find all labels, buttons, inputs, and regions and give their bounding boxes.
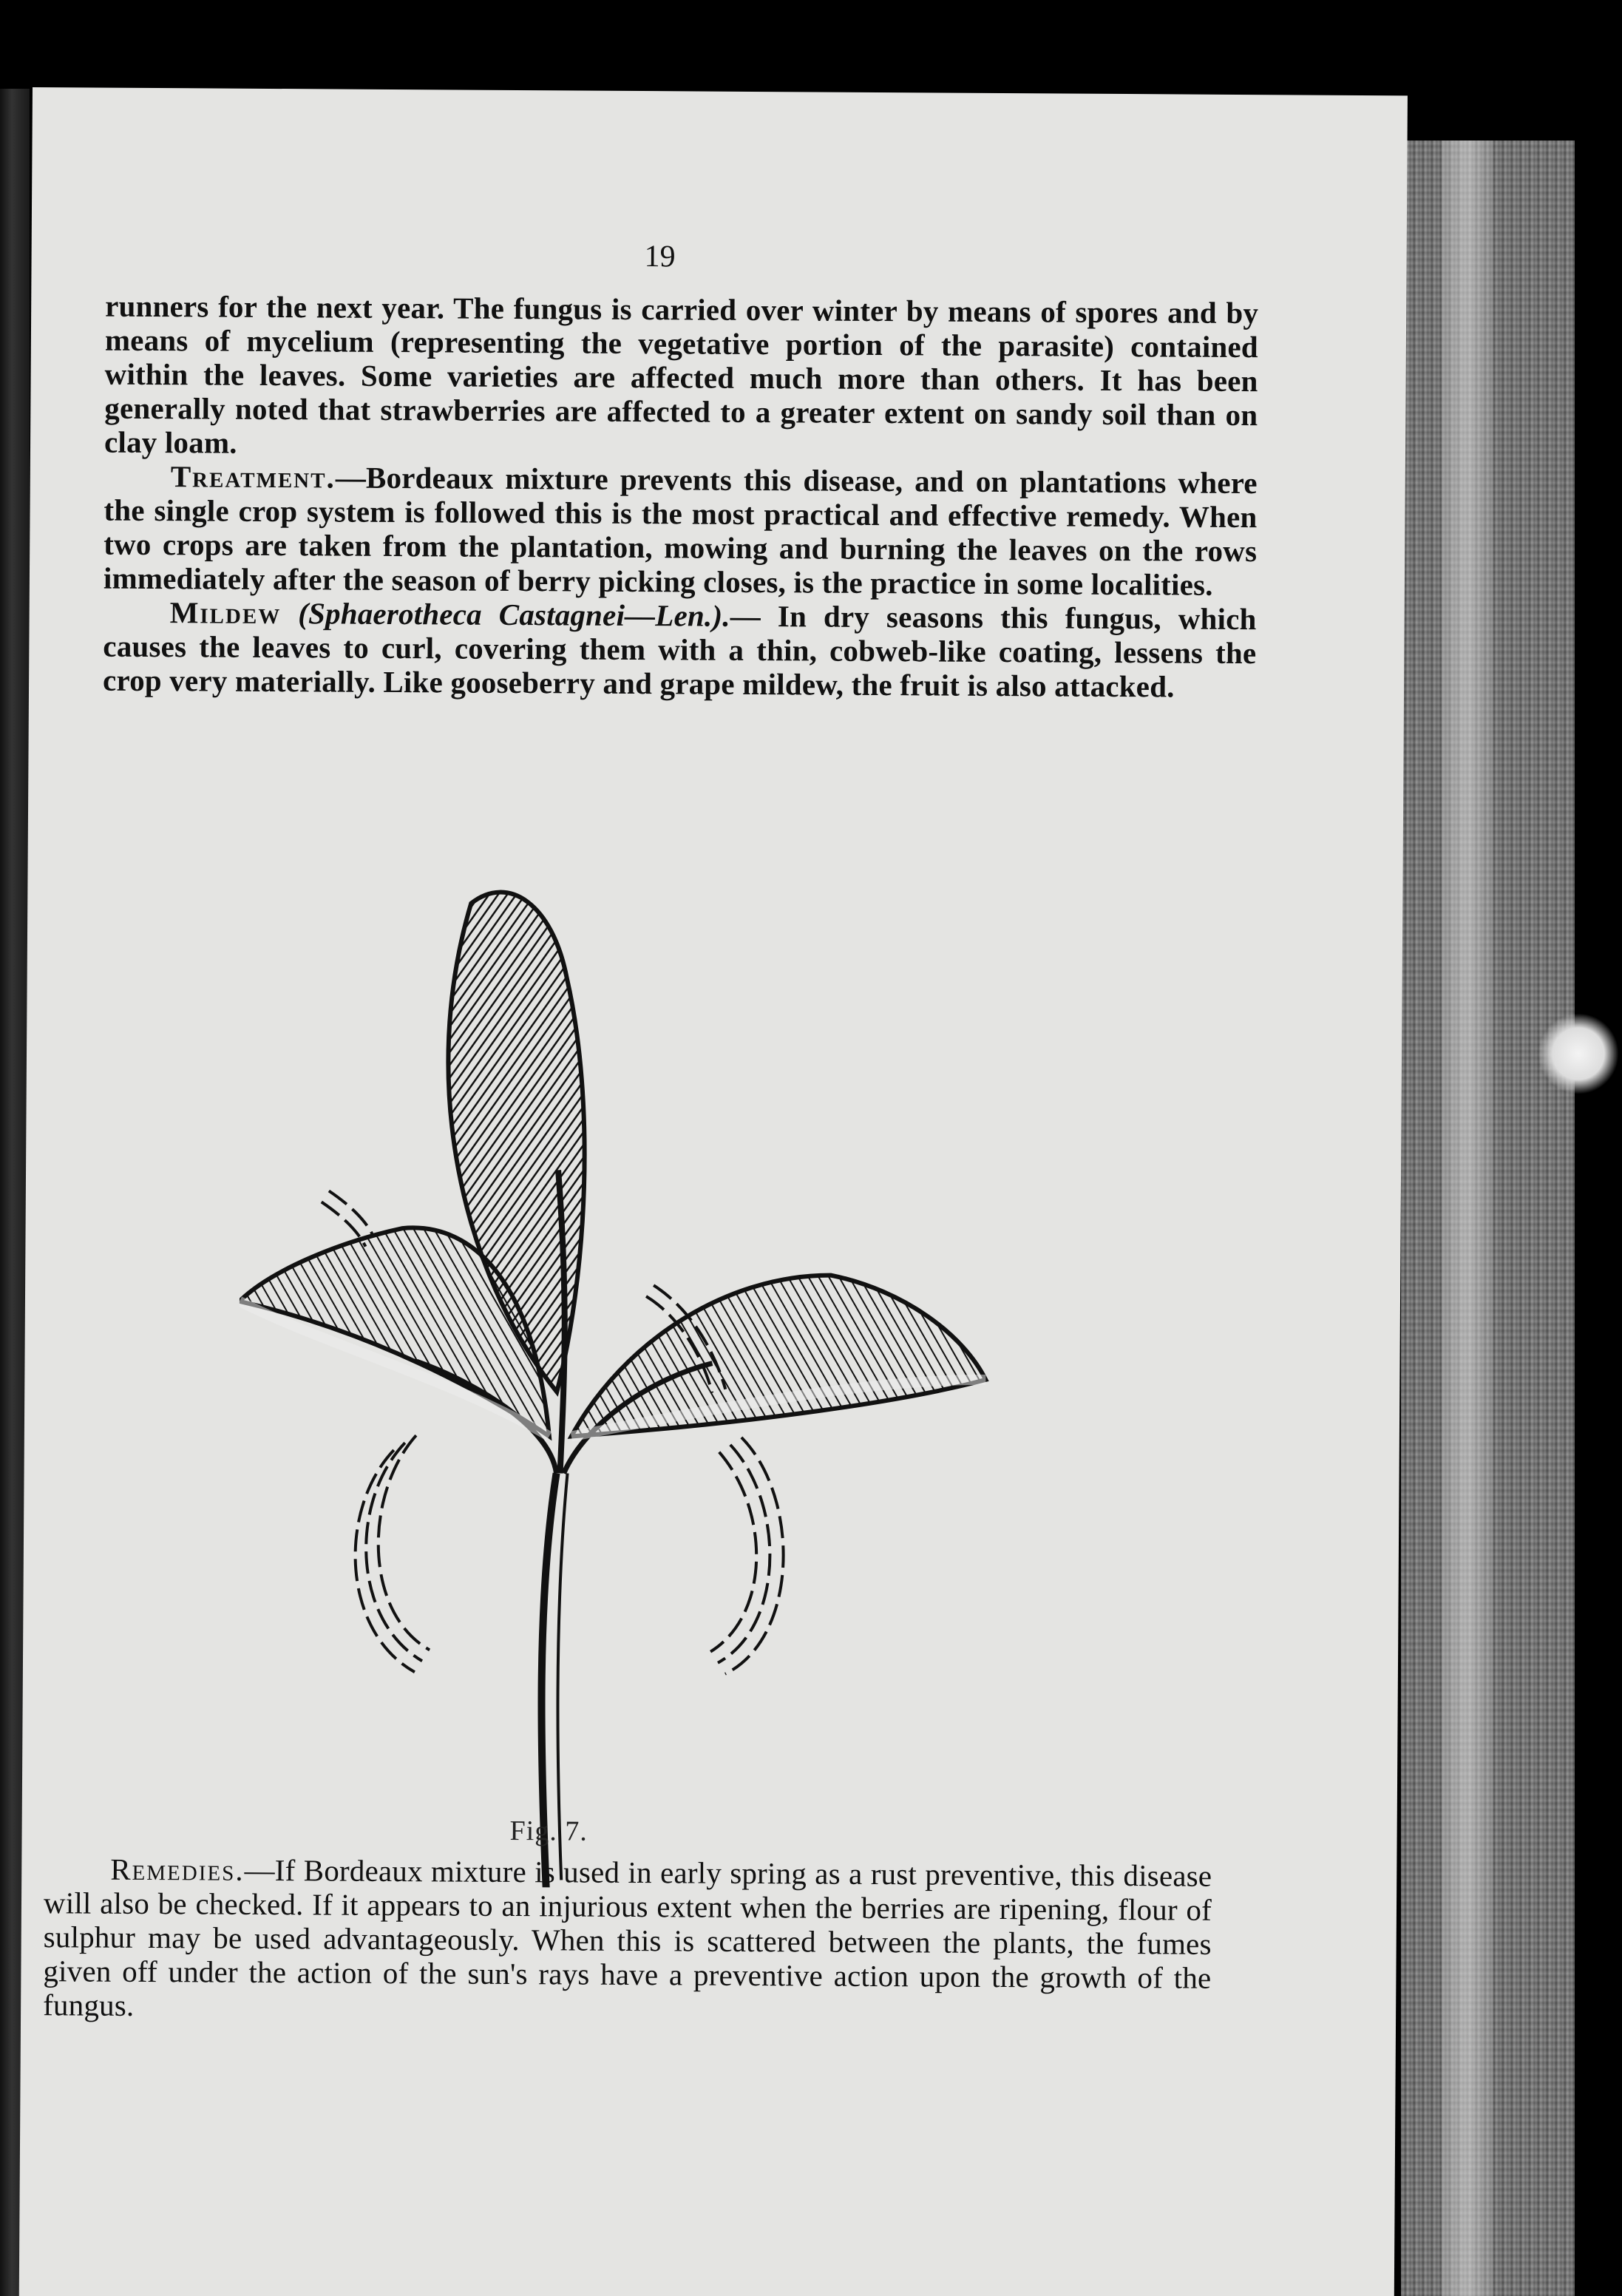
figure-caption: Fig. 7.	[509, 1815, 588, 1847]
paragraph-treatment	[104, 459, 1258, 603]
body-text-upper	[103, 289, 1258, 705]
treatment-heading: Treatment.	[170, 459, 336, 495]
paragraph-mildew	[103, 595, 1257, 705]
book-page	[19, 87, 1408, 2296]
mildew-species: (Sphaerotheca Castagnei—Len.).	[298, 596, 730, 633]
figure-strawberry-leaf-illustration	[236, 858, 1070, 1891]
paragraph-remedies	[43, 1852, 1212, 2029]
treatment-text: —Bordeaux mixture prevents this disease, and on plantations where the single crop system is followed this is the most practical and effective remedy. When two crops are taken from the plantation, mowing and burning the leaves on the rows immediately after the season of berry picking closes, is the practice in some localities.	[103, 460, 1258, 602]
page-edges-highlight	[1442, 140, 1493, 2296]
paragraph-runners: runners for the next year. The fungus is carried over winter by means of spores and by means of mycelium (representing the vegetative portion of the parasite) contained within the leaves. Some varieties are affected much more than others. It has been generally noted that strawberries are affected to a greater extent on sandy soil than on clay loam.	[104, 288, 1259, 460]
mildew-heading: Mildew	[169, 595, 282, 631]
mildew-text: — In dry seasons this fungus, which causes the leaves to curl, covering them with a thin, cobweb-like coating, lessens the crop very materially. Like gooseberry and grape mildew, the fruit is also attacked.	[102, 598, 1257, 704]
remedies-heading: Remedies.	[110, 1852, 245, 1887]
remedies-text: —If Bordeaux mixture is used in early spring as a rust preventive, this disease will also be checked. If it appears to an injurious extent when the berries are ripening, flour of sulphur may be used advantageously. When this is scattered between the plants, the fumes given off under the action of the sun's rays have a preventive action upon the growth of the fungus.	[43, 1852, 1212, 2022]
page-number: 19	[644, 240, 676, 274]
strawberry-leaf-drawing	[236, 858, 1070, 1891]
paper-stain	[1538, 1013, 1619, 1094]
body-text-lower	[43, 1852, 1212, 2029]
